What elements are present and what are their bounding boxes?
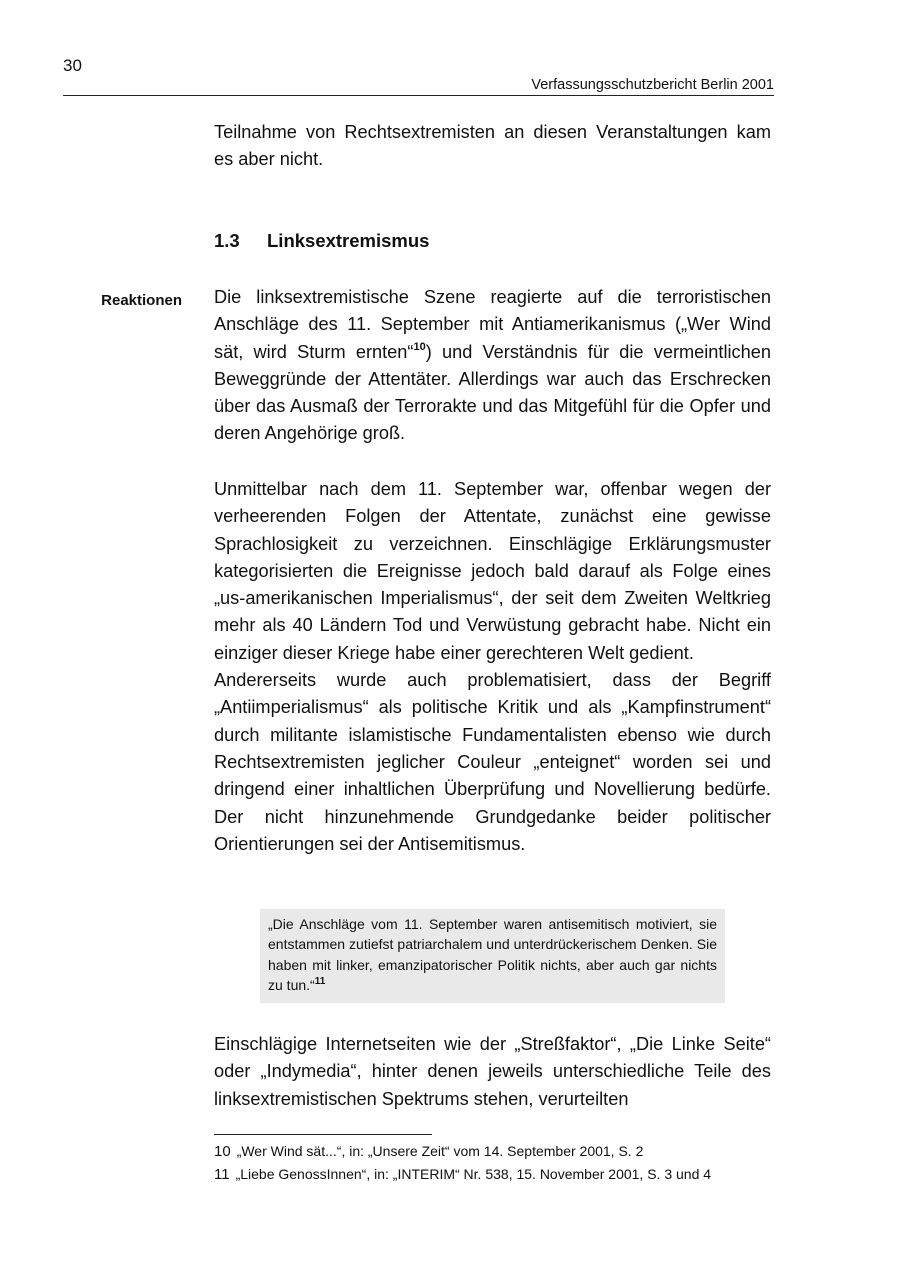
section-heading <box>214 230 429 252</box>
paragraph-3: Andererseits wurde auch problematisiert, dass der Begriff „Antiimperialismus“ als politische Kritik und als „Kampfinstrument“ durch militante islamistische Fundamentalisten ebenso wie durch Rechtsextremisten jeglicher Couleur „enteignet“ worden sei und dringend einer inhaltlichen Überprüfung und Novellierung bedürfe. Der nicht hinzunehmende Grundgedanke beider politischer Orientierungen sei der Antisemitismus. <box>214 670 771 854</box>
continuation-paragraph <box>214 119 771 174</box>
footnote-ref: 11 <box>314 976 326 988</box>
paragraph-2: Unmittelbar nach dem 11. September war, offenbar wegen der verheerenden Folgen der Attentate, zunächst eine gewisse Sprachlosigkeit zu verzeichnen. Einschlägige Erklärungsmuster kategorisierten die Ereignisse jedoch bald darauf als Folge eines „us-amerikanischen Imperialismus“, der seit dem Zweiten Weltkrieg mehr als 40 Ländern Tod und Verwüstung gebracht habe. Nicht ein einziger dieser Kriege habe einer gerechteren Welt gedient. <box>214 479 771 663</box>
paragraph-text <box>214 284 771 448</box>
quote-box <box>260 909 725 1003</box>
section-number: 1.3 <box>214 230 240 251</box>
margin-note: Reaktionen <box>101 292 182 309</box>
footnote-number: 11 <box>214 1166 230 1183</box>
footnote <box>214 1166 711 1183</box>
running-header: Verfassungsschutzbericht Berlin 2001 <box>531 77 774 93</box>
header-rule <box>63 95 774 96</box>
footnote-ref: 10 <box>413 340 426 353</box>
page-number: 30 <box>63 56 82 75</box>
paragraph-text-part: Die linksextremistische Szene reagierte auf die terroristischen Anschläge des 11. September mit Antiamerikanismus („Wer Wind sät, wird Sturm ernten“ <box>214 287 771 362</box>
paragraph-1 <box>214 284 771 448</box>
footnote-text: „Wer Wind sät...“, in: „Unsere Zeit“ vom 14. September 2001, S. 2 <box>236 1143 644 1159</box>
footnote-text: „Liebe GenossInnen“, in: „INTERIM“ Nr. 538, 15. November 2001, S. 3 und 4 <box>235 1166 712 1182</box>
quote-text: „Die Anschläge vom 11. September waren antisemitisch motiviert, sie entstammen zutiefst patriarchalem und unterdrückerischem Denken. Sie haben mit linker, emanzipatorischer Politik nichts, aber auch gar nichts zu tun.“ <box>268 916 717 994</box>
paragraph-2-3 <box>214 476 771 858</box>
footnote-rule <box>214 1134 432 1135</box>
paragraph-4 <box>214 1031 771 1113</box>
paragraph-text-part: ) und Verständnis für die vermeintlichen Beweggründe der Attentäter. Allerdings war auch das Erschrecken über das Ausmaß der Terrorakte und das Mitgefühl für die Opfer und deren Angehörige groß. <box>214 341 771 444</box>
footnote-number: 10 <box>214 1143 231 1160</box>
section-title: Linksextremismus <box>267 230 430 251</box>
paragraph-text: Teilnahme von Rechtsextremisten an diesen Veranstaltungen kam es aber nicht. <box>214 122 771 170</box>
paragraph-text: Einschlägige Internetseiten wie der „Streßfaktor“, „Die Linke Seite“ oder „Indymedia“, hinter denen jeweils unterschiedliche Teile des linksextremistischen Spektrums stehen, verurteilten <box>214 1034 771 1109</box>
footnote <box>214 1143 643 1160</box>
